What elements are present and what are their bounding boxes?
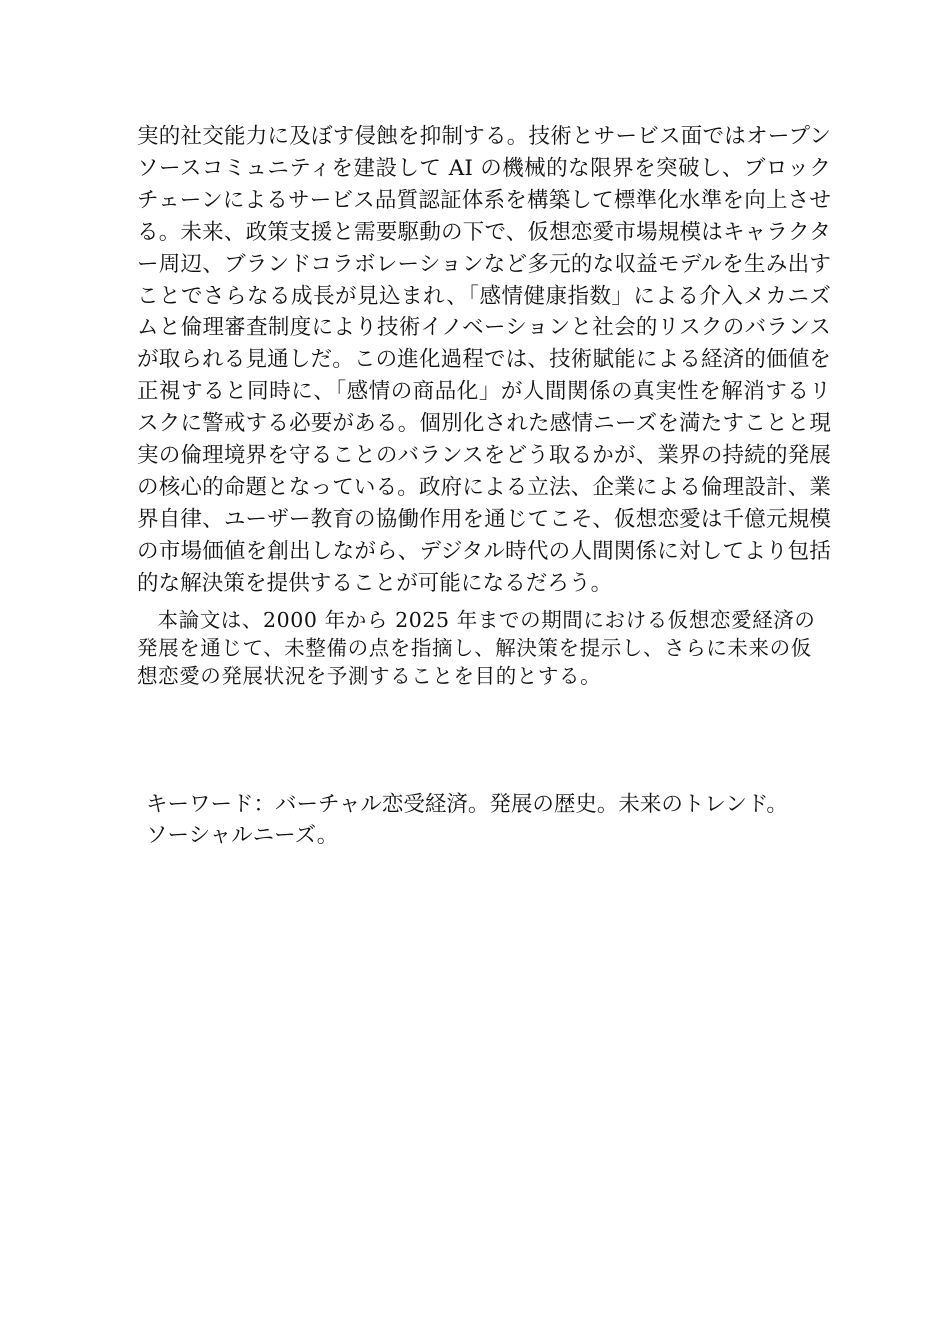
keywords-section (146, 789, 836, 851)
aim-paragraph: 本論文は、2000 年から 2025 年までの期間における仮想恋愛経済の発展を通じて、未整備の点を指摘し、解決策を提示し、さらに未来の仮想恋愛の発展状況を予測することを目的とする。 (137, 607, 816, 688)
body-paragraph: 実的社交能力に及ぼす侵蝕を抑制する。技術とサービス面ではオープンソースコミュニティを建設して AI の機械的な限界を突破し、ブロックチェーンによるサービス品質認証体系を構築して標準化水準を向上させる。未来、政策支援と需要駆動の下で、仮想恋愛市場規模はキャラクター周辺、ブランドコラボレーションなど多元的な収益モデルを生み出すことでさらなる成長が見込まれ、「感情健康指数」による介入メカニズムと倫理審査制度により技術イノベーションと社会的リスクのバランスが取られる見通しだ。この進化過程では、技術賦能による経済的価値を正視すると同時に、「感情の商品化」が人間関係の真実性を解消するリスクに警戒する必要がある。個別化された感情ニーズを満たすことと現実の倫理境界を守ることのバランスをどう取るかが、業界の持続的発展の核心的命題となっている。政府による立法、企業による倫理設計、業界自律、ユーザー教育の協働作用を通じてこそ、仮想恋愛は千億元規模の市場価値を創出しながら、デジタル時代の人間関係に対してより包括的な解決策を提供することが可能になるだろう。 (137, 124, 831, 596)
keywords-line-2: ソーシャルニーズ。 (146, 823, 339, 848)
keywords-line-1: キーワード：バーチャル恋受経済。発展の歴史。未来のトレンド。 (146, 792, 788, 817)
abstract-body (137, 121, 831, 690)
